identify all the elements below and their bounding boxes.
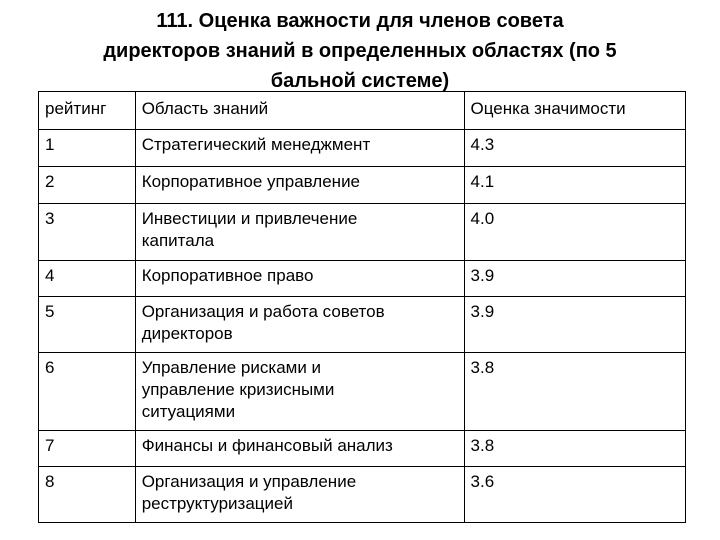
table-row bbox=[39, 204, 686, 261]
score-cell: 4.0 bbox=[464, 204, 685, 261]
header-rank: рейтинг bbox=[39, 92, 136, 130]
rank-cell: 7 bbox=[39, 431, 136, 467]
rank-cell: 4 bbox=[39, 261, 136, 297]
area-line: капитала bbox=[141, 231, 215, 250]
area-line: реструктуризацией bbox=[141, 494, 293, 513]
rank-cell: 5 bbox=[39, 297, 136, 353]
rank-cell: 2 bbox=[39, 167, 136, 204]
title-line: 111. Оценка важности для членов совета bbox=[156, 10, 564, 32]
table-row bbox=[39, 261, 686, 297]
area-cell bbox=[135, 130, 464, 167]
score-cell: 3.6 bbox=[464, 467, 685, 523]
score-cell: 3.9 bbox=[464, 261, 685, 297]
table-row bbox=[39, 431, 686, 467]
header-score: Оценка значимости bbox=[464, 92, 685, 130]
area-cell bbox=[135, 167, 464, 204]
score-cell: 4.3 bbox=[464, 130, 685, 167]
rank-cell: 6 bbox=[39, 353, 136, 431]
area-line: Корпоративное управление bbox=[141, 172, 361, 191]
area-line: Корпоративное право bbox=[141, 266, 314, 285]
table-row bbox=[39, 467, 686, 523]
area-cell bbox=[135, 431, 464, 467]
table-header-row bbox=[39, 92, 686, 130]
area-line: Стратегический менеджмент bbox=[141, 135, 371, 154]
area-cell bbox=[135, 353, 464, 431]
area-line: директоров bbox=[141, 324, 233, 343]
table-row bbox=[39, 297, 686, 353]
table-row bbox=[39, 130, 686, 167]
title-line: директоров знаний в определенных областях (по 5 bbox=[103, 40, 617, 62]
area-line: Инвестиции и привлечение bbox=[141, 209, 358, 228]
score-cell: 3.9 bbox=[464, 297, 685, 353]
rank-cell: 3 bbox=[39, 204, 136, 261]
area-cell bbox=[135, 261, 464, 297]
rank-cell: 1 bbox=[39, 130, 136, 167]
knowledge-areas-table bbox=[38, 91, 686, 523]
area-line: Финансы и финансовый анализ bbox=[141, 436, 393, 455]
table-row bbox=[39, 353, 686, 431]
header-area: Область знаний bbox=[135, 92, 464, 130]
area-line: Организация и управление bbox=[141, 472, 357, 491]
area-line: управление кризисными bbox=[141, 380, 335, 399]
rank-cell: 8 bbox=[39, 467, 136, 523]
score-cell: 3.8 bbox=[464, 353, 685, 431]
area-cell bbox=[135, 297, 464, 353]
score-cell: 4.1 bbox=[464, 167, 685, 204]
table-row bbox=[39, 167, 686, 204]
area-line: Организация и работа советов bbox=[141, 302, 385, 321]
score-cell: 3.8 bbox=[464, 431, 685, 467]
title-line: бальной системе) bbox=[270, 70, 450, 92]
area-cell bbox=[135, 467, 464, 523]
page-title bbox=[30, 6, 690, 96]
area-line: Управление рисками и bbox=[141, 358, 322, 377]
area-line: ситуациями bbox=[141, 402, 236, 421]
area-cell bbox=[135, 204, 464, 261]
